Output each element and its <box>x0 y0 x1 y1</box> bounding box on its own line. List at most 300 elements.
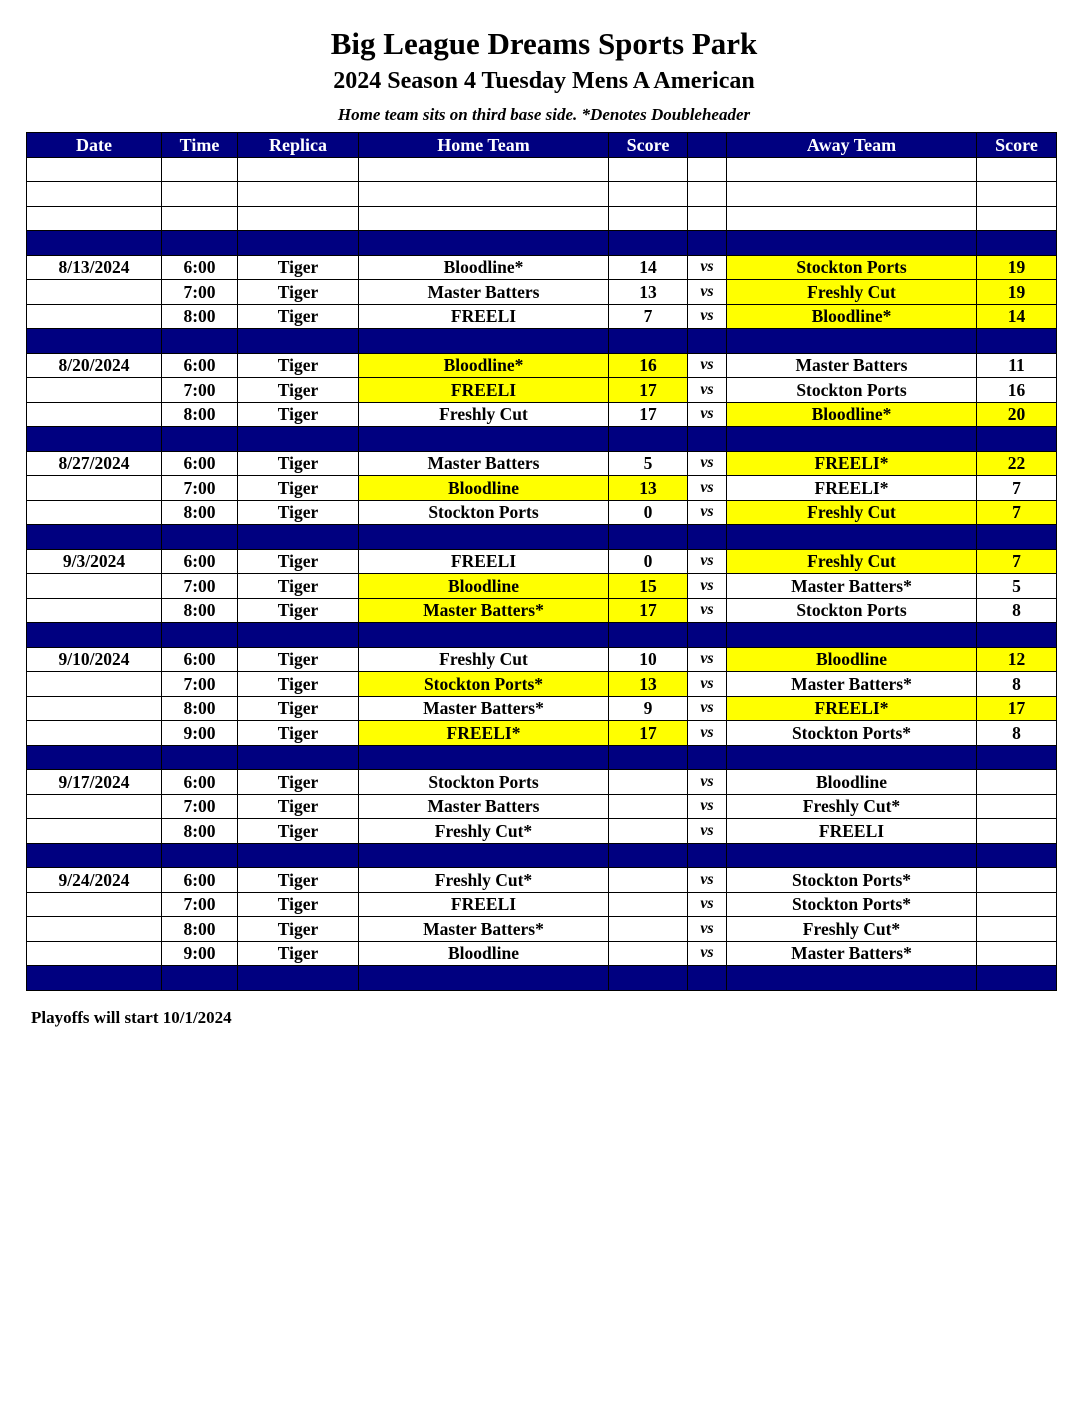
time-cell <box>162 966 238 991</box>
home-team-cell: FREELI* <box>359 721 609 746</box>
blank-row <box>27 206 1057 231</box>
replica-cell: Tiger <box>238 549 359 574</box>
vs-cell <box>688 843 727 868</box>
replica-cell <box>238 206 359 231</box>
away-score-cell: 17 <box>977 696 1057 721</box>
game-row <box>27 451 1057 476</box>
date-cell <box>27 745 162 770</box>
game-row <box>27 574 1057 599</box>
replica-cell: Tiger <box>238 500 359 525</box>
away-score-cell <box>977 157 1057 182</box>
time-cell: 6:00 <box>162 549 238 574</box>
replica-cell: Tiger <box>238 770 359 795</box>
replica-cell: Tiger <box>238 819 359 844</box>
home-score-cell: 17 <box>609 721 688 746</box>
home-score-cell <box>609 623 688 648</box>
home-score-cell <box>609 329 688 354</box>
home-score-cell: 17 <box>609 598 688 623</box>
home-team-cell: Bloodline* <box>359 353 609 378</box>
week-separator-row <box>27 329 1057 354</box>
vs-cell: vs <box>688 549 727 574</box>
game-row <box>27 549 1057 574</box>
date-cell <box>27 794 162 819</box>
date-cell: 8/13/2024 <box>27 255 162 280</box>
away-score-cell <box>977 868 1057 893</box>
game-row <box>27 941 1057 966</box>
replica-cell: Tiger <box>238 672 359 697</box>
date-cell <box>27 476 162 501</box>
away-score-cell: 11 <box>977 353 1057 378</box>
away-team-cell: Master Batters <box>727 353 977 378</box>
replica-cell: Tiger <box>238 353 359 378</box>
away-team-cell <box>727 182 977 207</box>
week-separator-row <box>27 843 1057 868</box>
away-team-cell: FREELI* <box>727 476 977 501</box>
away-team-cell: Stockton Ports* <box>727 868 977 893</box>
vs-cell: vs <box>688 451 727 476</box>
home-team-cell: Freshly Cut <box>359 402 609 427</box>
replica-cell: Tiger <box>238 378 359 403</box>
vs-cell: vs <box>688 770 727 795</box>
vs-cell: vs <box>688 500 727 525</box>
home-score-cell <box>609 182 688 207</box>
home-score-cell: 13 <box>609 476 688 501</box>
time-cell <box>162 843 238 868</box>
game-row <box>27 696 1057 721</box>
away-team-cell: Bloodline <box>727 647 977 672</box>
schedule-body <box>27 157 1057 990</box>
away-score-cell <box>977 427 1057 452</box>
replica-cell <box>238 329 359 354</box>
page-note: Home team sits on third base side. *Denotes Doubleheader <box>337 105 751 124</box>
away-score-cell <box>977 623 1057 648</box>
time-cell: 9:00 <box>162 941 238 966</box>
replica-cell: Tiger <box>238 255 359 280</box>
away-score-cell <box>977 917 1057 942</box>
home-score-cell: 16 <box>609 353 688 378</box>
time-cell <box>162 745 238 770</box>
game-row <box>27 672 1057 697</box>
away-score-cell: 8 <box>977 672 1057 697</box>
away-score-cell <box>977 231 1057 256</box>
home-team-cell <box>359 427 609 452</box>
replica-cell <box>238 231 359 256</box>
replica-cell <box>238 745 359 770</box>
time-cell <box>162 525 238 550</box>
vs-cell: vs <box>688 892 727 917</box>
home-score-cell: 14 <box>609 255 688 280</box>
home-team-cell: Bloodline* <box>359 255 609 280</box>
replica-cell: Tiger <box>238 696 359 721</box>
home-team-cell <box>359 745 609 770</box>
footer-note: Playoffs will start 10/1/2024 <box>31 1008 232 1027</box>
game-row <box>27 892 1057 917</box>
game-row <box>27 353 1057 378</box>
col-replica: Replica <box>238 133 359 158</box>
time-cell <box>162 157 238 182</box>
date-cell: 8/27/2024 <box>27 451 162 476</box>
vs-cell <box>688 525 727 550</box>
blank-row <box>27 182 1057 207</box>
vs-cell: vs <box>688 304 727 329</box>
replica-cell: Tiger <box>238 402 359 427</box>
away-team-cell <box>727 427 977 452</box>
col-time: Time <box>162 133 238 158</box>
away-score-cell: 7 <box>977 500 1057 525</box>
vs-cell <box>688 427 727 452</box>
away-team-cell: Bloodline* <box>727 304 977 329</box>
home-score-cell <box>609 231 688 256</box>
vs-cell: vs <box>688 794 727 819</box>
home-team-cell: Master Batters* <box>359 598 609 623</box>
time-cell: 9:00 <box>162 721 238 746</box>
time-cell: 6:00 <box>162 868 238 893</box>
away-score-cell <box>977 329 1057 354</box>
away-score-cell <box>977 892 1057 917</box>
home-score-cell <box>609 892 688 917</box>
week-separator-row <box>27 525 1057 550</box>
time-cell: 6:00 <box>162 770 238 795</box>
game-row <box>27 280 1057 305</box>
home-team-cell: Master Batters <box>359 451 609 476</box>
time-cell: 6:00 <box>162 647 238 672</box>
home-team-cell <box>359 966 609 991</box>
away-score-cell: 12 <box>977 647 1057 672</box>
home-score-cell: 5 <box>609 451 688 476</box>
time-cell: 8:00 <box>162 819 238 844</box>
away-team-cell: FREELI* <box>727 696 977 721</box>
replica-cell <box>238 966 359 991</box>
vs-cell <box>688 157 727 182</box>
week-separator-row <box>27 231 1057 256</box>
vs-cell: vs <box>688 280 727 305</box>
away-team-cell: Stockton Ports <box>727 598 977 623</box>
home-score-cell <box>609 819 688 844</box>
away-score-cell <box>977 966 1057 991</box>
time-cell <box>162 206 238 231</box>
away-score-cell: 20 <box>977 402 1057 427</box>
home-team-cell <box>359 206 609 231</box>
game-row <box>27 500 1057 525</box>
date-cell <box>27 304 162 329</box>
home-team-cell <box>359 157 609 182</box>
date-cell: 9/10/2024 <box>27 647 162 672</box>
time-cell <box>162 182 238 207</box>
away-team-cell <box>727 966 977 991</box>
schedule-table <box>26 132 1057 991</box>
away-team-cell <box>727 329 977 354</box>
replica-cell: Tiger <box>238 280 359 305</box>
home-score-cell <box>609 917 688 942</box>
away-score-cell: 7 <box>977 549 1057 574</box>
time-cell: 8:00 <box>162 917 238 942</box>
date-cell <box>27 206 162 231</box>
date-cell <box>27 892 162 917</box>
replica-cell: Tiger <box>238 721 359 746</box>
home-team-cell: Master Batters <box>359 280 609 305</box>
vs-cell: vs <box>688 574 727 599</box>
away-score-cell <box>977 206 1057 231</box>
game-row <box>27 819 1057 844</box>
date-cell <box>27 329 162 354</box>
date-cell <box>27 402 162 427</box>
time-cell <box>162 623 238 648</box>
game-row <box>27 255 1057 280</box>
vs-cell <box>688 966 727 991</box>
away-score-cell: 22 <box>977 451 1057 476</box>
col-away-score: Score <box>977 133 1057 158</box>
date-cell <box>27 623 162 648</box>
vs-cell: vs <box>688 378 727 403</box>
away-team-cell: FREELI <box>727 819 977 844</box>
home-team-cell: Freshly Cut <box>359 647 609 672</box>
home-score-cell <box>609 794 688 819</box>
time-cell: 8:00 <box>162 598 238 623</box>
time-cell: 7:00 <box>162 892 238 917</box>
time-cell <box>162 231 238 256</box>
replica-cell <box>238 843 359 868</box>
vs-cell: vs <box>688 402 727 427</box>
home-team-cell <box>359 843 609 868</box>
game-row <box>27 868 1057 893</box>
away-team-cell: Freshly Cut <box>727 280 977 305</box>
home-score-cell <box>609 745 688 770</box>
away-team-cell <box>727 623 977 648</box>
week-separator-row <box>27 745 1057 770</box>
replica-cell: Tiger <box>238 476 359 501</box>
vs-cell: vs <box>688 672 727 697</box>
away-team-cell <box>727 157 977 182</box>
away-team-cell: Master Batters* <box>727 672 977 697</box>
home-team-cell: Stockton Ports <box>359 770 609 795</box>
date-cell <box>27 231 162 256</box>
vs-cell: vs <box>688 917 727 942</box>
replica-cell: Tiger <box>238 598 359 623</box>
home-score-cell <box>609 941 688 966</box>
game-row <box>27 304 1057 329</box>
away-team-cell <box>727 745 977 770</box>
date-cell <box>27 721 162 746</box>
replica-cell: Tiger <box>238 892 359 917</box>
date-cell: 9/17/2024 <box>27 770 162 795</box>
replica-cell <box>238 182 359 207</box>
week-separator-row <box>27 623 1057 648</box>
date-cell <box>27 819 162 844</box>
col-home-score: Score <box>609 133 688 158</box>
home-score-cell: 10 <box>609 647 688 672</box>
date-cell <box>27 525 162 550</box>
home-team-cell: FREELI <box>359 549 609 574</box>
time-cell: 6:00 <box>162 255 238 280</box>
away-team-cell: Bloodline* <box>727 402 977 427</box>
away-score-cell <box>977 941 1057 966</box>
time-cell: 8:00 <box>162 304 238 329</box>
replica-cell: Tiger <box>238 941 359 966</box>
away-score-cell: 8 <box>977 721 1057 746</box>
replica-cell <box>238 525 359 550</box>
date-cell <box>27 696 162 721</box>
away-team-cell: Freshly Cut* <box>727 917 977 942</box>
date-cell: 9/24/2024 <box>27 868 162 893</box>
away-team-cell: Stockton Ports* <box>727 892 977 917</box>
time-cell: 8:00 <box>162 696 238 721</box>
away-team-cell: Freshly Cut <box>727 549 977 574</box>
time-cell: 7:00 <box>162 476 238 501</box>
home-team-cell: Bloodline <box>359 476 609 501</box>
replica-cell <box>238 157 359 182</box>
date-cell <box>27 574 162 599</box>
away-score-cell <box>977 843 1057 868</box>
date-cell <box>27 378 162 403</box>
vs-cell <box>688 206 727 231</box>
away-score-cell <box>977 794 1057 819</box>
vs-cell: vs <box>688 696 727 721</box>
away-team-cell: Stockton Ports <box>727 378 977 403</box>
home-team-cell: FREELI <box>359 304 609 329</box>
home-score-cell: 13 <box>609 280 688 305</box>
away-team-cell: Stockton Ports* <box>727 721 977 746</box>
home-score-cell <box>609 843 688 868</box>
away-score-cell <box>977 770 1057 795</box>
col-away-team: Away Team <box>727 133 977 158</box>
replica-cell <box>238 427 359 452</box>
home-score-cell <box>609 868 688 893</box>
replica-cell: Tiger <box>238 917 359 942</box>
vs-cell <box>688 623 727 648</box>
game-row <box>27 794 1057 819</box>
date-cell <box>27 427 162 452</box>
date-cell <box>27 182 162 207</box>
home-score-cell <box>609 157 688 182</box>
replica-cell: Tiger <box>238 451 359 476</box>
week-separator-row <box>27 427 1057 452</box>
replica-cell: Tiger <box>238 868 359 893</box>
vs-cell <box>688 182 727 207</box>
home-team-cell <box>359 329 609 354</box>
away-score-cell: 14 <box>977 304 1057 329</box>
home-score-cell <box>609 427 688 452</box>
game-row <box>27 770 1057 795</box>
game-row <box>27 647 1057 672</box>
home-team-cell <box>359 525 609 550</box>
replica-cell: Tiger <box>238 794 359 819</box>
home-team-cell <box>359 623 609 648</box>
date-cell <box>27 280 162 305</box>
date-cell <box>27 500 162 525</box>
page-subtitle: 2024 Season 4 Tuesday Mens A American <box>333 68 755 94</box>
home-score-cell: 17 <box>609 378 688 403</box>
home-team-cell: Bloodline <box>359 941 609 966</box>
vs-cell: vs <box>688 598 727 623</box>
home-score-cell: 7 <box>609 304 688 329</box>
home-team-cell: Bloodline <box>359 574 609 599</box>
vs-cell <box>688 329 727 354</box>
time-cell: 7:00 <box>162 794 238 819</box>
week-separator-row <box>27 966 1057 991</box>
date-cell <box>27 672 162 697</box>
home-team-cell: Master Batters* <box>359 917 609 942</box>
away-team-cell: FREELI* <box>727 451 977 476</box>
vs-cell: vs <box>688 647 727 672</box>
col-vs <box>688 133 727 158</box>
away-score-cell <box>977 745 1057 770</box>
home-team-cell: Master Batters <box>359 794 609 819</box>
col-home-team: Home Team <box>359 133 609 158</box>
date-cell <box>27 941 162 966</box>
home-team-cell <box>359 182 609 207</box>
away-team-cell <box>727 843 977 868</box>
time-cell <box>162 329 238 354</box>
date-cell: 9/3/2024 <box>27 549 162 574</box>
time-cell: 7:00 <box>162 378 238 403</box>
time-cell: 7:00 <box>162 280 238 305</box>
away-score-cell: 16 <box>977 378 1057 403</box>
date-cell <box>27 598 162 623</box>
vs-cell: vs <box>688 868 727 893</box>
time-cell: 7:00 <box>162 574 238 599</box>
vs-cell: vs <box>688 476 727 501</box>
time-cell: 8:00 <box>162 500 238 525</box>
time-cell: 6:00 <box>162 451 238 476</box>
away-score-cell: 5 <box>977 574 1057 599</box>
header-row <box>27 133 1057 158</box>
time-cell <box>162 427 238 452</box>
vs-cell: vs <box>688 941 727 966</box>
vs-cell: vs <box>688 353 727 378</box>
time-cell: 7:00 <box>162 672 238 697</box>
home-team-cell: FREELI <box>359 378 609 403</box>
away-team-cell <box>727 525 977 550</box>
game-row <box>27 476 1057 501</box>
replica-cell: Tiger <box>238 574 359 599</box>
away-score-cell: 19 <box>977 280 1057 305</box>
blank-row <box>27 157 1057 182</box>
replica-cell: Tiger <box>238 304 359 329</box>
vs-cell <box>688 745 727 770</box>
away-team-cell <box>727 206 977 231</box>
date-cell <box>27 917 162 942</box>
home-team-cell: Master Batters* <box>359 696 609 721</box>
away-team-cell <box>727 231 977 256</box>
away-team-cell: Bloodline <box>727 770 977 795</box>
page-title: Big League Dreams Sports Park <box>330 26 758 61</box>
game-row <box>27 402 1057 427</box>
home-team-cell: FREELI <box>359 892 609 917</box>
away-score-cell <box>977 182 1057 207</box>
away-score-cell: 8 <box>977 598 1057 623</box>
home-score-cell: 9 <box>609 696 688 721</box>
home-team-cell: Freshly Cut* <box>359 819 609 844</box>
away-score-cell <box>977 525 1057 550</box>
away-team-cell: Master Batters* <box>727 941 977 966</box>
away-team-cell: Freshly Cut <box>727 500 977 525</box>
away-team-cell: Freshly Cut* <box>727 794 977 819</box>
vs-cell: vs <box>688 819 727 844</box>
game-row <box>27 917 1057 942</box>
home-score-cell <box>609 525 688 550</box>
date-cell <box>27 157 162 182</box>
home-score-cell <box>609 770 688 795</box>
home-score-cell: 15 <box>609 574 688 599</box>
vs-cell: vs <box>688 721 727 746</box>
date-cell: 8/20/2024 <box>27 353 162 378</box>
home-score-cell: 0 <box>609 549 688 574</box>
away-team-cell: Master Batters* <box>727 574 977 599</box>
home-score-cell <box>609 966 688 991</box>
home-team-cell: Freshly Cut* <box>359 868 609 893</box>
home-score-cell: 13 <box>609 672 688 697</box>
time-cell: 8:00 <box>162 402 238 427</box>
